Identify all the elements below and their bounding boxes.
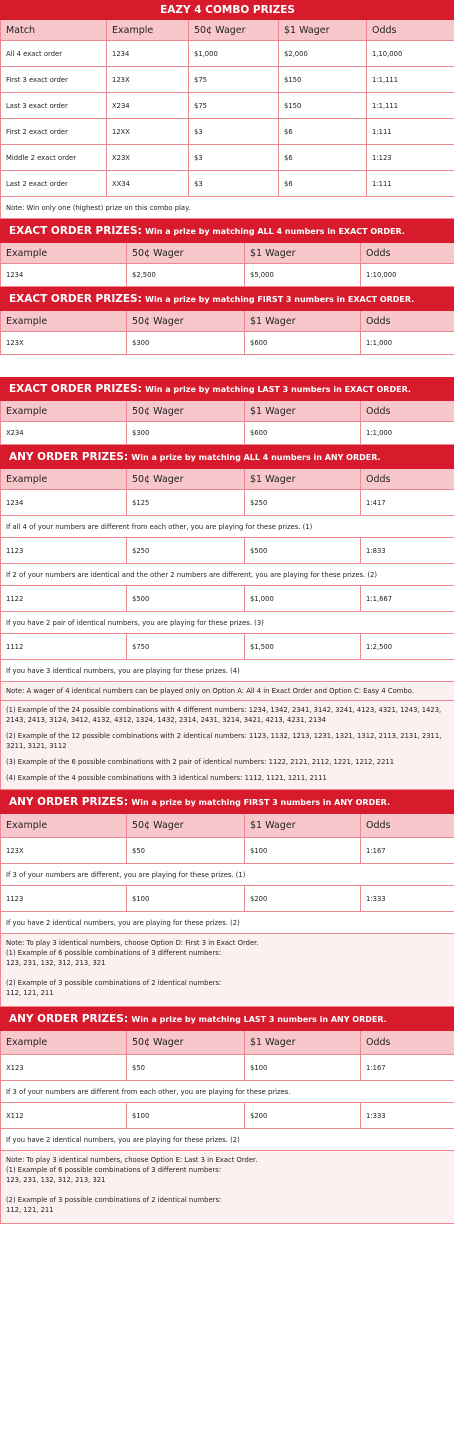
cell: 1234 [1,490,127,516]
cell: $150 [279,67,367,93]
table-row [1,538,454,564]
cell: $50 [127,1055,245,1081]
cell: $5,000 [245,264,361,287]
cell: 123X [1,332,127,355]
table-row [1,1055,454,1081]
row-description: If 3 of your numbers are different from each other, you are playing for these prizes. [1,1081,454,1103]
table-row [1,119,454,145]
cell: 1:1,000 [361,332,454,355]
cell: X123 [1,1055,127,1081]
cell: $6 [279,145,367,171]
cell: Middle 2 exact order [1,145,107,171]
cell: $100 [127,1103,245,1129]
cell: $6 [279,119,367,145]
cell: X112 [1,1103,127,1129]
cell: Last 3 exact order [1,93,107,119]
any-first3-notes [1,934,454,1007]
cell: $300 [127,332,245,355]
any-all4-examples [1,701,454,790]
combo-title: EAZY 4 COMBO PRIZES [1,1,454,20]
cell: $150 [279,93,367,119]
table-row [1,886,454,912]
col-header: $1 Wager [245,243,361,264]
cell: 1:417 [361,490,454,516]
exact-last3-title: EXACT ORDER PRIZES: Win a prize by matching LAST 3 numbers in EXACT ORDER. [1,378,454,401]
any-last3-title: ANY ORDER PRIZES: Win a prize by matching LAST 3 numbers in ANY ORDER. [1,1008,454,1031]
table-row [1,634,454,660]
cell: 1:167 [361,1055,454,1081]
cell: $200 [245,1103,361,1129]
note-text: Note: To play 3 identical numbers, choose Option E: Last 3 in Exact Order. [6,1156,258,1164]
note-text: Note: To play 3 identical numbers, choose Option D: First 3 in Exact Order. [6,939,259,947]
cell: First 2 exact order [1,119,107,145]
col-header: 50¢ Wager [127,1031,245,1055]
col-header: 50¢ Wager [127,401,245,422]
example-values: 123, 231, 132, 312, 213, 321 [6,1176,106,1184]
exact-first3-table [0,287,454,355]
cell: $750 [127,634,245,660]
cell: $600 [245,422,361,445]
cell: $100 [245,838,361,864]
col-header: Odds [361,469,454,490]
table-row [1,586,454,612]
cell: 1234 [1,264,127,287]
col-header: Odds [361,1031,454,1055]
section-gap [0,355,454,377]
cell: 123X [107,67,189,93]
example-text: (2) Example of the 12 possible combinations with 2 identical numbers: 1123, 1132, 1213, 1231, 1321, 1312, 2113, 2131, 2311, 3211, 3121, 3112 [6,732,442,750]
any-first3-table [0,790,454,1007]
cell: $250 [245,490,361,516]
exact-all4-table [0,219,454,287]
cell: $100 [245,1055,361,1081]
row-description: If you have 2 identical numbers, you are playing for these prizes. (2) [1,1129,454,1151]
cell: $3 [189,119,279,145]
col-header: Odds [361,311,454,332]
cell: 1122 [1,586,127,612]
cell: First 3 exact order [1,67,107,93]
row-description: If 3 of your numbers are different, you are playing for these prizes. (1) [1,864,454,886]
cell: $6 [279,171,367,197]
cell: $3 [189,171,279,197]
cell: $1,500 [245,634,361,660]
cell: X234 [1,422,127,445]
col-header: 50¢ Wager [189,20,279,41]
cell: 1:833 [361,538,454,564]
cell: $250 [127,538,245,564]
example-text: (4) Example of the 4 possible combinations with 3 identical numbers: 1112, 1121, 1211, 2111 [6,774,327,782]
cell: $200 [245,886,361,912]
cell: $50 [127,838,245,864]
example-values: 123, 231, 132, 312, 213, 321 [6,959,106,967]
col-header: Example [1,469,127,490]
cell: $100 [127,886,245,912]
table-row [1,93,454,119]
col-header: $1 Wager [245,469,361,490]
cell: All 4 exact order [1,41,107,67]
example-values: 112, 121, 211 [6,989,54,997]
col-header: $1 Wager [279,20,367,41]
col-header: Odds [361,401,454,422]
table-row [1,264,454,287]
any-last3-notes [1,1151,454,1224]
cell: $500 [127,586,245,612]
col-header: Example [1,243,127,264]
col-header: Example [107,20,189,41]
table-row [1,422,454,445]
cell: X23X [107,145,189,171]
any-last3-table [0,1007,454,1224]
exact-last3-table [0,377,454,445]
cell: $500 [245,538,361,564]
cell: XX34 [107,171,189,197]
cell: 1234 [107,41,189,67]
cell: $2,000 [279,41,367,67]
cell: 1:167 [361,838,454,864]
any-all4-table [0,445,454,790]
cell: $125 [127,490,245,516]
col-header: Example [1,814,127,838]
table-row [1,171,454,197]
exact-all4-title: EXACT ORDER PRIZES: Win a prize by matching ALL 4 numbers in EXACT ORDER. [1,220,454,243]
row-description: If all 4 of your numbers are different from each other, you are playing for these prizes. (1) [1,516,454,538]
cell: 1:111 [367,119,454,145]
table-row [1,332,454,355]
cell: Last 2 exact order [1,171,107,197]
example-title: (2) Example of 3 possible combinations of 2 identical numbers: [6,979,222,987]
col-header: Odds [367,20,454,41]
col-header: Odds [361,243,454,264]
example-values: 112, 121, 211 [6,1206,54,1214]
example-title: (1) Example of 6 possible combinations of 3 different numbers: [6,949,222,957]
any-first3-title: ANY ORDER PRIZES: Win a prize by matching FIRST 3 numbers in ANY ORDER. [1,791,454,814]
row-description: If you have 2 identical numbers, you are playing for these prizes. (2) [1,912,454,934]
table-row [1,67,454,93]
combo-note: Note: Win only one (highest) prize on this combo play. [1,197,454,219]
col-header: Example [1,1031,127,1055]
row-description: If you have 3 identical numbers, you are playing for these prizes. (4) [1,660,454,682]
cell: $600 [245,332,361,355]
table-row [1,1103,454,1129]
cell: 1:1,111 [367,93,454,119]
cell: 1112 [1,634,127,660]
cell: 1:10,000 [361,264,454,287]
cell: 1:1,000 [361,422,454,445]
cell: 12XX [107,119,189,145]
cell: 1,10,000 [367,41,454,67]
cell: 1123 [1,538,127,564]
col-header: 50¢ Wager [127,814,245,838]
col-header: Example [1,311,127,332]
col-header: $1 Wager [245,311,361,332]
col-header: Odds [361,814,454,838]
col-header: 50¢ Wager [127,311,245,332]
col-header: $1 Wager [245,814,361,838]
col-header: 50¢ Wager [127,243,245,264]
cell: 123X [1,838,127,864]
cell: 1:333 [361,886,454,912]
any-all4-title: ANY ORDER PRIZES: Win a prize by matching ALL 4 numbers in ANY ORDER. [1,446,454,469]
col-header: $1 Wager [245,1031,361,1055]
table-row [1,41,454,67]
exact-first3-title: EXACT ORDER PRIZES: Win a prize by matching FIRST 3 numbers in EXACT ORDER. [1,288,454,311]
cell: 1:1,111 [367,67,454,93]
example-title: (2) Example of 3 possible combinations of 2 identical numbers: [6,1196,222,1204]
cell: 1123 [1,886,127,912]
row-description: If 2 of your numbers are identical and the other 2 numbers are different, you are playing for these prizes. (2) [1,564,454,586]
cell: 1:333 [361,1103,454,1129]
row-description: If you have 2 pair of identical numbers, you are playing for these prizes. (3) [1,612,454,634]
example-text: (1) Example of the 24 possible combinations with 4 different numbers: 1234, 1342, 2341, 3142, 3241, 4123, 4321, 1243, 1423, 2143, 2413, 3124, 3412, 4132, 4312, 1324, 1432, 2314, 2431, 3214, 3421, 4213, 4231, 2134 [6,706,442,724]
col-header: Example [1,401,127,422]
cell: $75 [189,93,279,119]
cell: 1:2,500 [361,634,454,660]
cell: X234 [107,93,189,119]
col-header: Match [1,20,107,41]
cell: $300 [127,422,245,445]
cell: $3 [189,145,279,171]
cell: 1:111 [367,171,454,197]
example-text: (3) Example of the 6 possible combinations with 2 pair of identical numbers: 1122, 2121, 2112, 1221, 1212, 2211 [6,758,395,766]
combo-prizes-table [0,0,454,219]
any-all4-note: Note: A wager of 4 identical numbers can be played only on Option A: All 4 in Exact Order and Option C: Easy 4 Combo. [1,682,454,701]
example-title: (1) Example of 6 possible combinations of 3 different numbers: [6,1166,222,1174]
table-row [1,145,454,171]
cell: $2,500 [127,264,245,287]
table-row [1,490,454,516]
cell: $1,000 [245,586,361,612]
table-row [1,838,454,864]
cell: $1,000 [189,41,279,67]
cell: 1:123 [367,145,454,171]
col-header: $1 Wager [245,401,361,422]
col-header: 50¢ Wager [127,469,245,490]
cell: $75 [189,67,279,93]
cell: 1:1,667 [361,586,454,612]
